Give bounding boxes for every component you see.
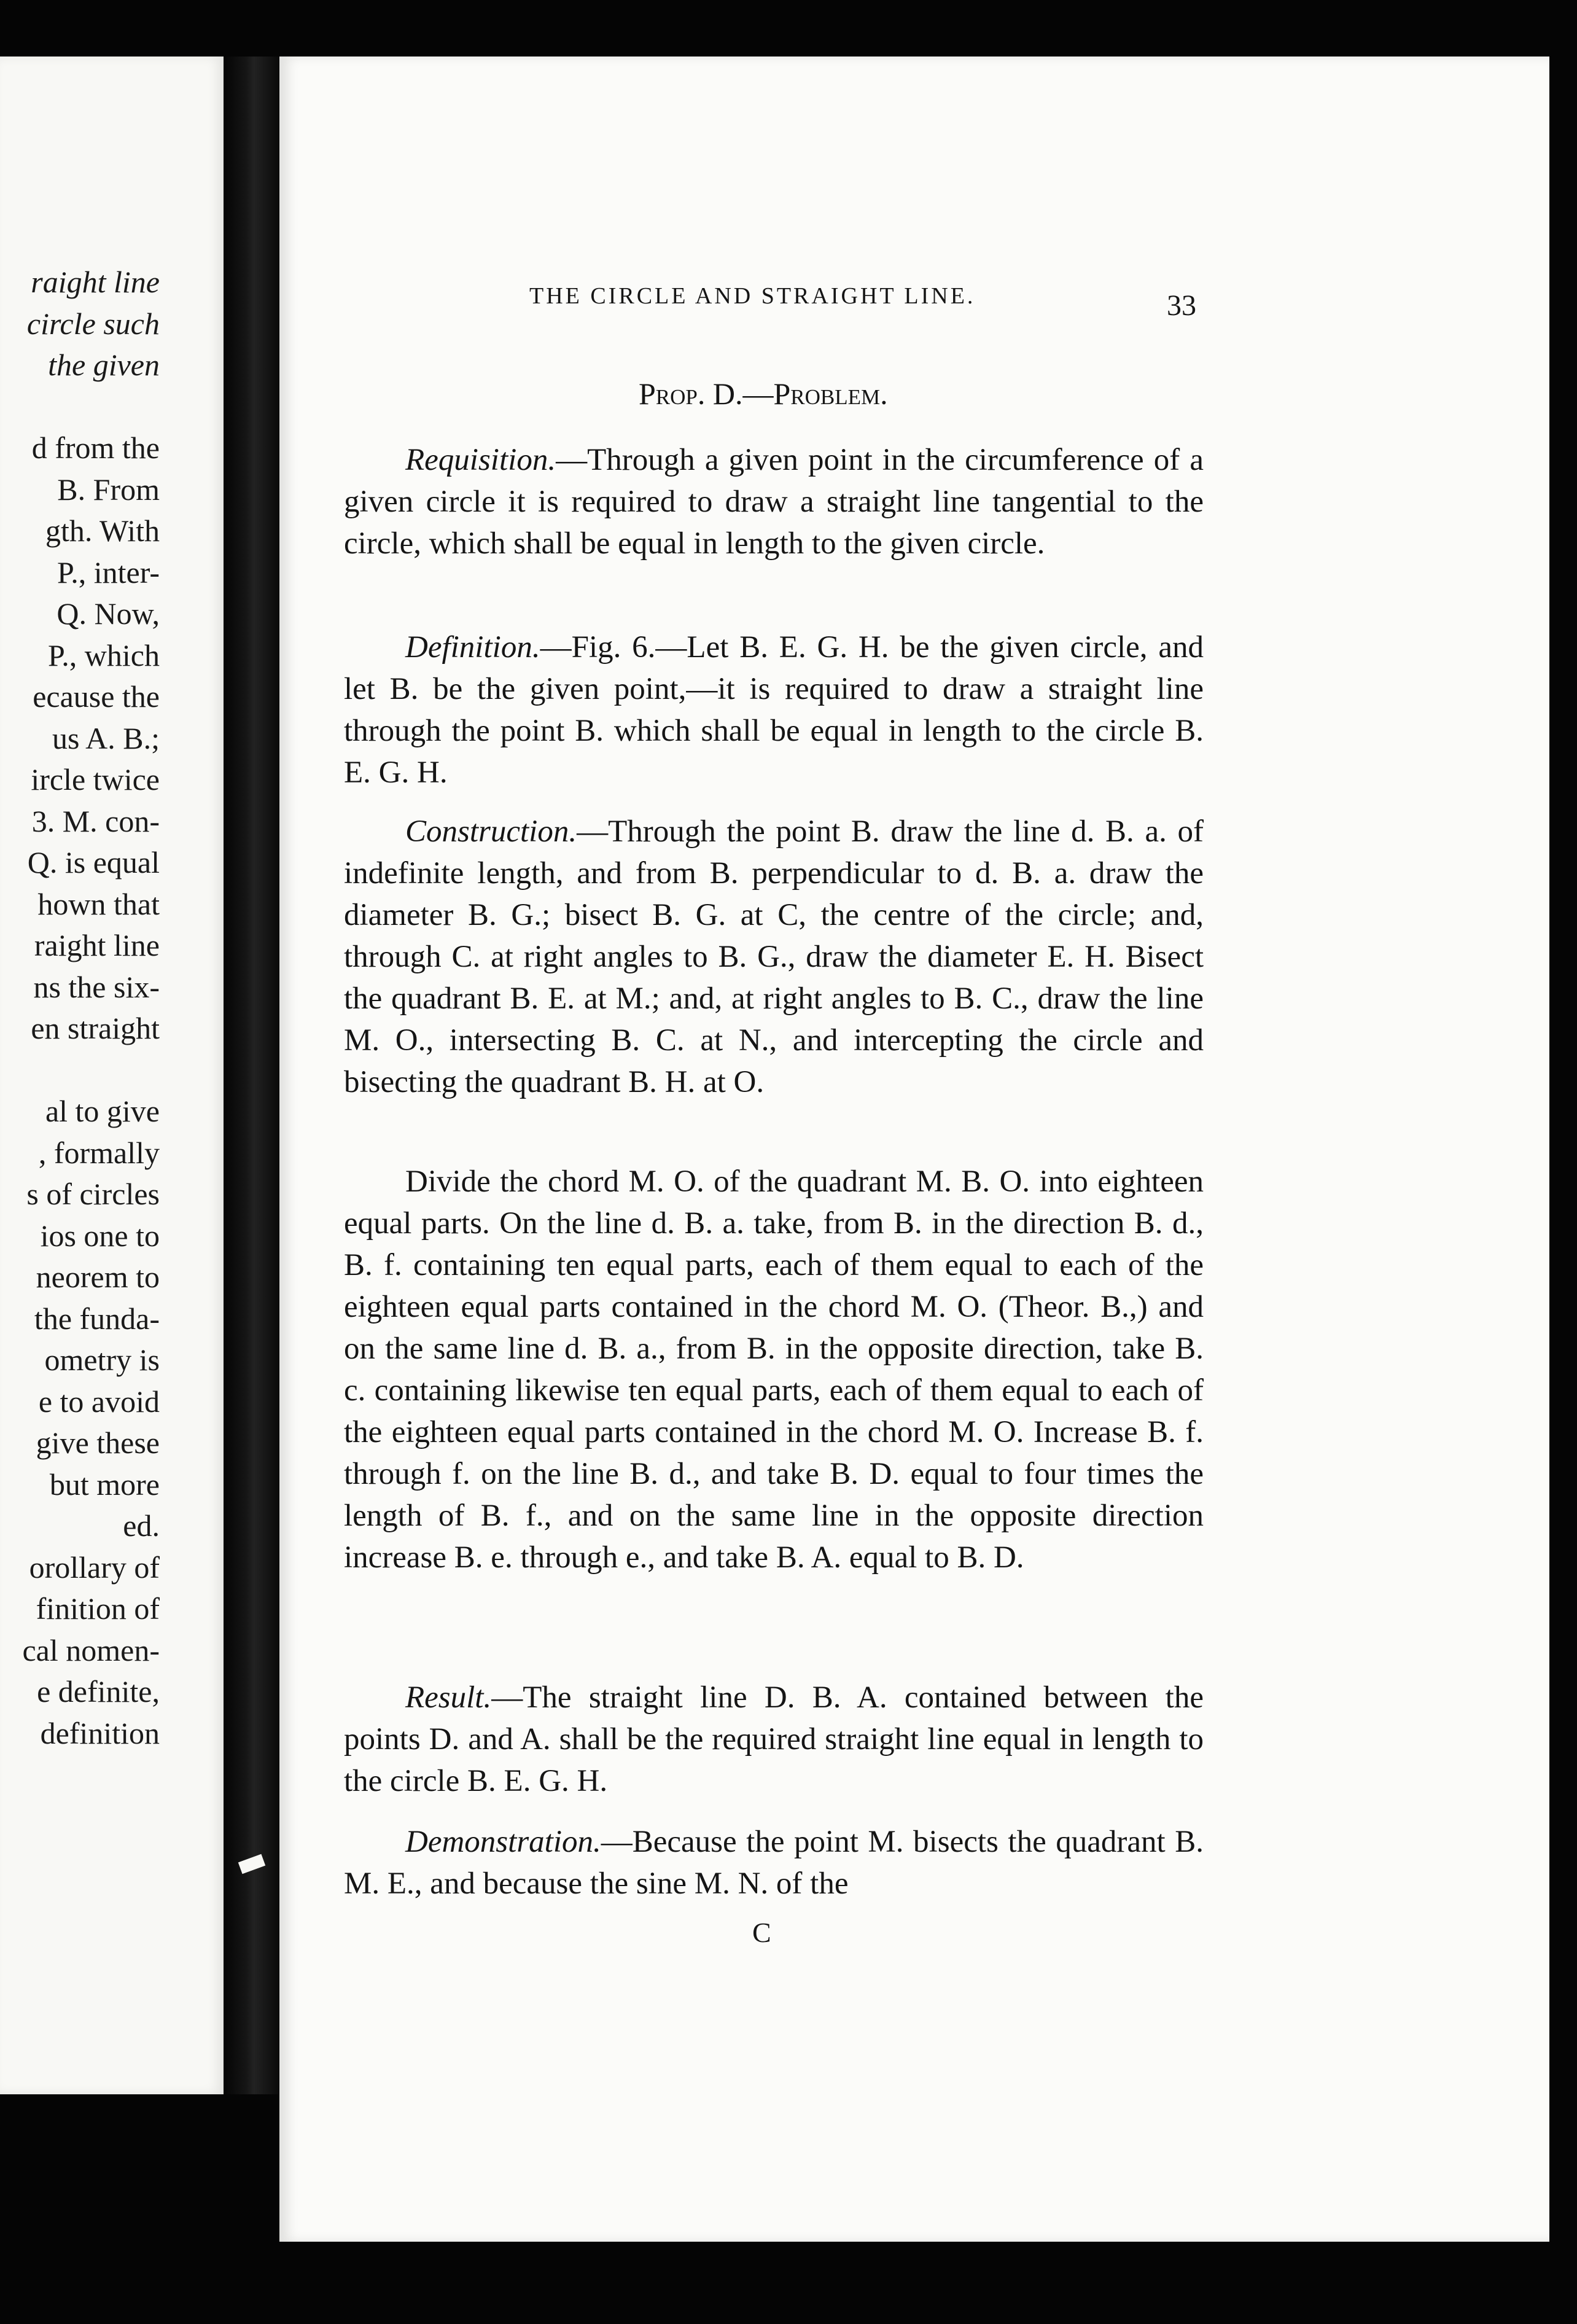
paragraph-lead: Demonstration. — [405, 1825, 601, 1859]
left-page-fragment: ometry is — [44, 1343, 160, 1377]
left-page-fragment: 3. M. con- — [31, 803, 160, 838]
right-border — [1549, 57, 1577, 2242]
left-page-fragment: give these — [36, 1425, 160, 1460]
left-page-fragment: e to avoid — [38, 1384, 160, 1419]
left-page-fragment: neorem to — [36, 1260, 160, 1294]
left-page-fragment: ed. — [123, 1508, 160, 1543]
left-page-fragment: but more — [49, 1467, 160, 1502]
paragraph-requisition — [344, 439, 1204, 564]
left-page-fragment: raight line — [31, 265, 160, 299]
book-binding — [224, 57, 279, 2094]
left-page-fragment: gth. With — [45, 513, 160, 548]
paragraph-text: —The straight line D. B. A. contained between the points D. and A. shall be the required straight line equal in length to the circle B. E. G. H. — [344, 1680, 1204, 1798]
signature-mark: C — [752, 1917, 771, 1948]
paragraph-divide — [344, 1161, 1204, 1578]
left-page-fragment: d from the — [31, 431, 160, 465]
proposition-title: Prop. D.—Problem. — [639, 376, 888, 411]
paragraph-text: —Through the point B. draw the line d. B. a. of indefinite length, and from B. perpendicular to d. B. a. draw the diameter B. G.; bisect B. G. at C, the centre of the circle; and, through C. at right angles to B. G., draw the diameter E. H. Bisect the quadrant B. E. at M.; and, at right angles to B. C., draw the line M. O., intersecting B. C. at N., and intercepting the circle and bisecting the quadrant B. H. at O. — [344, 814, 1204, 1099]
left-page-fragment: the given — [48, 348, 160, 382]
left-page-fragment: ircle twice — [31, 762, 160, 797]
left-page-fragment: s of circles — [26, 1177, 160, 1211]
left-page-fragment: orollary of — [29, 1550, 160, 1585]
paragraph-construction — [344, 811, 1204, 1103]
paragraph-lead: Construction. — [405, 814, 577, 849]
paragraph-demonstration — [344, 1821, 1204, 1905]
left-page-fragment: B. From — [57, 472, 160, 507]
paragraph-definition — [344, 626, 1204, 794]
paragraph-text: Divide the chord M. O. of the quadrant M. B. O. into eighteen equal parts. On the line d. B. a. take, from B. in the direction B. d., B. f. containing ten equal parts, each of them equal to each of the eighteen equal parts contained in the chord M. O. (Theor. B.,) and on the same line d. B. a., from B. in the opposite direction, take B. c. containing likewise ten equal parts, each of them equal to each of the eighteen equal parts contained in the chord M. O. Increase B. f. through f. on the line B. d., and take B. D. equal to four times the length of B. f., and on the same line in the opposite direction increase B. e. through e., and take B. A. equal to B. D. — [344, 1164, 1204, 1575]
paragraph-lead: Definition. — [405, 630, 540, 665]
paragraph-lead: Requisition. — [405, 443, 556, 477]
left-page-fragment: ios one to — [40, 1218, 160, 1253]
left-page-fragment: e definite, — [37, 1674, 160, 1709]
paragraph-text: —Fig. 6.—Let B. E. G. H. be the given circle, and let B. be the given point,—it is required to draw a straight line through the point B. which shall be equal in length to the circle B. E. G. H. — [344, 630, 1204, 790]
paragraph-text: —Through a given point in the circumference of a given circle it is required to draw a straight line tangential to the circle, which shall be equal in length to the given circle. — [344, 443, 1204, 561]
paragraph-lead: Result. — [405, 1680, 492, 1715]
right-page — [279, 57, 1549, 2242]
left-page-fragment: ns the six- — [33, 969, 160, 1004]
left-page-fragment: definition — [40, 1715, 160, 1750]
left-page-fragment: the funda- — [34, 1301, 160, 1336]
left-page-fragment: raight line — [34, 928, 160, 962]
left-page-fragment: en straight — [31, 1011, 160, 1045]
left-page-fragment: P., which — [48, 638, 160, 673]
left-page — [0, 57, 224, 2094]
left-page-fragment: Q. is equal — [27, 845, 160, 879]
left-page-fragment: circle such — [26, 306, 160, 341]
left-page-fragment: hown that — [37, 886, 160, 921]
left-page-fragment: us A. B.; — [52, 720, 160, 755]
left-page-fragment: Q. Now, — [56, 596, 160, 631]
left-page-fragment: , formally — [38, 1135, 160, 1170]
page-number: 33 — [1167, 289, 1196, 322]
paragraph-text: —Because the point M. bisects the quadrant B. M. E., and because the sine M. N. of the — [344, 1825, 1204, 1901]
left-page-fragment: cal nomen- — [22, 1632, 160, 1667]
paragraph-result — [344, 1677, 1204, 1802]
left-page-fragment: ecause the — [33, 679, 160, 714]
left-page-fragment: al to give — [45, 1094, 160, 1128]
left-page-fragment: finition of — [36, 1591, 160, 1626]
left-page-fragment: P., inter- — [56, 555, 160, 590]
running-head: THE CIRCLE AND STRAIGHT LINE. — [529, 283, 976, 309]
